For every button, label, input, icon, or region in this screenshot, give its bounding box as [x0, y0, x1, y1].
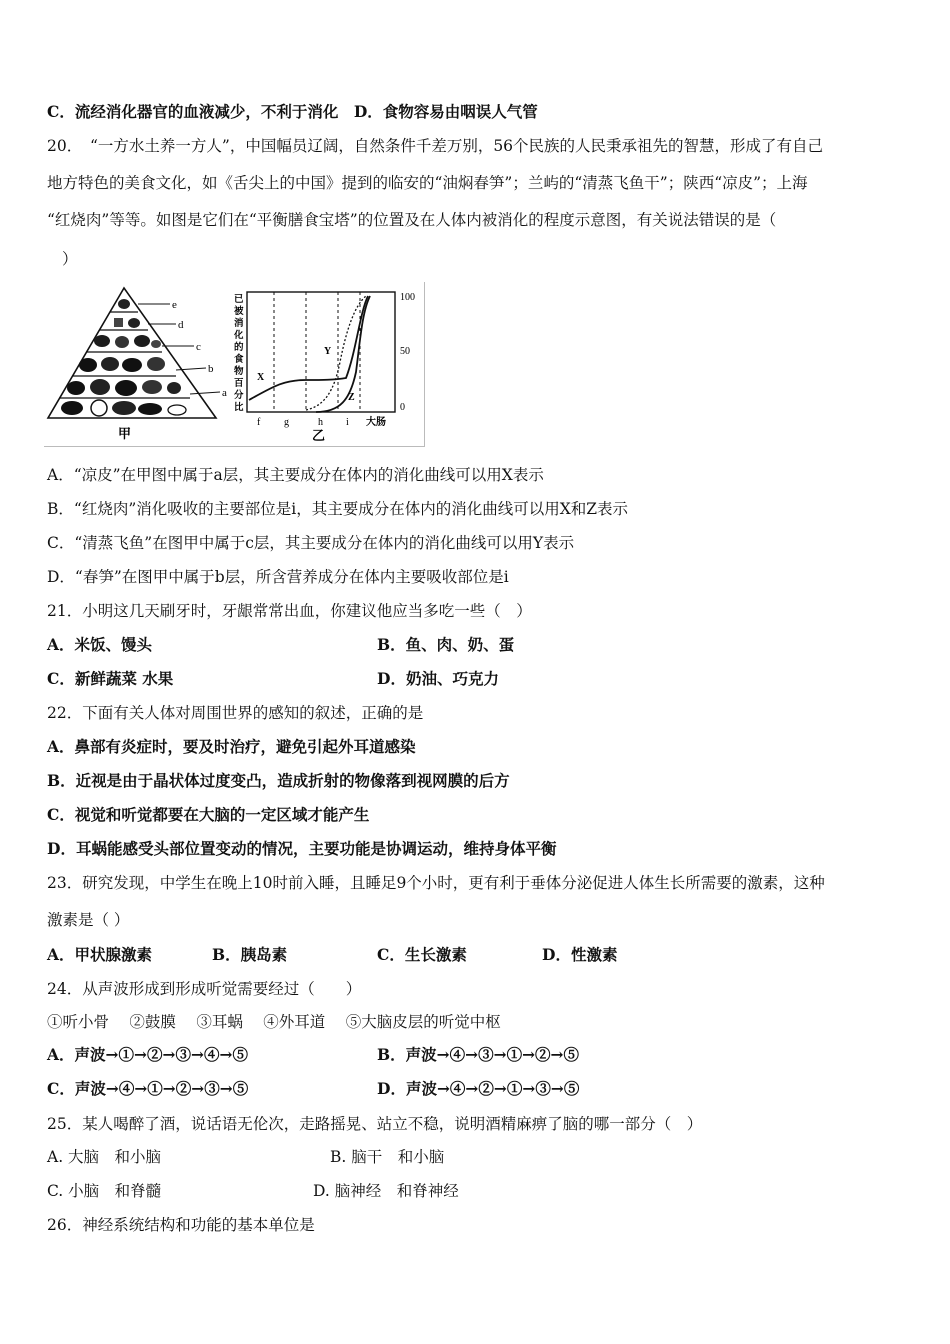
q25-option-b: B. 脑干 和小脑 [330, 1148, 445, 1166]
curve-label-y: Y [324, 346, 332, 357]
q22-option-d: D．耳蜗能感受头部位置变动的情况，主要功能是协调运动，维持身体平衡 [47, 839, 557, 858]
svg-text:已: 已 [234, 294, 244, 305]
digestion-chart [233, 292, 415, 444]
q20-figure [44, 282, 425, 447]
q20-option-a: A．“凉皮”在甲图中属于a层，其主要成分在体内的消化曲线可以用X表示 [47, 466, 544, 484]
x-label-large-intestine: 大肠 [366, 417, 386, 428]
q23-stem-line2: 激素是（ ） [47, 911, 130, 929]
q25-option-a: A. 大脑 和小脑 [47, 1148, 162, 1166]
panel-label-yi: 乙 [312, 429, 326, 444]
pyramid-label-c: c [196, 341, 201, 353]
q22-option-c: C．视觉和听觉都要在大脑的一定区域才能产生 [47, 805, 370, 824]
svg-text:食: 食 [234, 354, 244, 365]
q24-items: ①听小骨 ②鼓膜 ③耳蜗 ④外耳道 ⑤大脑皮层的听觉中枢 [47, 1013, 501, 1031]
tick-0: 0 [400, 402, 405, 413]
svg-text:物: 物 [234, 366, 244, 377]
q23-option-d: D．性激素 [542, 945, 618, 964]
q21-option-d: D．奶油、巧克力 [377, 669, 499, 688]
q20-figure-svg [44, 282, 424, 446]
q24-option-d: D．声波→④→②→①→③→⑤ [377, 1079, 580, 1098]
curve-label-x: X [257, 372, 265, 383]
q24-option-a: A．声波→①→②→③→④→⑤ [47, 1045, 248, 1064]
panel-label-jia: 甲 [118, 427, 132, 442]
q20-option-d: D．“春笋”在图甲中属于b层，所含营养成分在体内主要吸收部位是i [47, 568, 509, 586]
x-label-g: g [284, 417, 289, 428]
q21-option-c: C．新鲜蔬菜 水果 [47, 669, 174, 688]
pyramid-label-e: e [172, 299, 177, 311]
chart-ylabel [233, 294, 244, 413]
curve-label-z: Z [348, 392, 355, 403]
q19-option-cd: C．流经消化器官的血液减少，不利于消化 D．食物容易由咽误人气管 [47, 102, 538, 121]
q20-option-c: C．“清蒸飞鱼”在图甲中属于c层，其主要成分在体内的消化曲线可以用Y表示 [47, 534, 575, 552]
food-pyramid [48, 288, 227, 442]
q23-option-a: A．甲状腺激素 [47, 945, 153, 964]
svg-text:百: 百 [234, 378, 244, 389]
x-label-h: h [318, 417, 323, 428]
q20-option-b: B．“红烧肉”消化吸收的主要部位是i，其主要成分在体内的消化曲线可以用X和Z表示 [47, 500, 629, 518]
svg-text:的: 的 [234, 342, 244, 353]
q20-stem-line3: “红烧肉”等等。如图是它们在“平衡膳食宝塔”的位置及在人体内被消化的程度示意图，有关说法错误的是（ [47, 211, 777, 229]
curve-x [249, 296, 368, 400]
svg-text:消: 消 [234, 318, 244, 329]
curve-y [306, 296, 366, 410]
q25-option-c: C. 小脑 和脊髓 [47, 1182, 162, 1200]
q20-stem-line4: ） [62, 250, 78, 268]
q25-option-d: D. 脑神经 和脊神经 [313, 1182, 459, 1200]
q22-option-a: A．鼻部有炎症时，要及时治疗，避免引起外耳道感染 [47, 737, 416, 756]
q24-stem: 24．从声波形成到形成听觉需要经过（ ） [47, 980, 362, 998]
svg-text:比: 比 [234, 402, 244, 413]
q26-stem: 26．神经系统结构和功能的基本单位是 [47, 1216, 315, 1234]
pyramid-label-b: b [208, 363, 214, 375]
tick-50: 50 [400, 346, 410, 357]
pyramid-label-d: d [178, 319, 184, 331]
q23-option-c: C．生长激素 [377, 945, 467, 964]
svg-text:分: 分 [234, 390, 244, 401]
pyramid-label-a: a [222, 387, 227, 399]
q24-option-b: B．声波→④→③→①→②→⑤ [377, 1045, 580, 1064]
svg-text:被: 被 [234, 306, 244, 317]
svg-text:化: 化 [234, 330, 244, 341]
q21-option-b: B．鱼、肉、奶、蛋 [377, 635, 515, 654]
q20-stem-line1: 20． “一方水土养一方人”，中国幅员辽阔，自然条件千差万别，56个民族的人民秉承祖先的智慧，形成了有自己 [47, 137, 824, 155]
x-label-f: f [257, 417, 261, 428]
q20-stem-line2: 地方特色的美食文化，如《舌尖上的中国》提到的临安的“油焖春笋”；兰屿的“清蒸飞鱼干”；陕西“凉皮”；上海 [47, 174, 808, 192]
q21-option-a: A．米饭、馒头 [47, 635, 153, 654]
q24-option-c: C．声波→④→①→②→③→⑤ [47, 1079, 249, 1098]
q22-option-b: B．近视是由于晶状体过度变凸，造成折射的物像落到视网膜的后方 [47, 771, 510, 790]
q25-stem: 25．某人喝醉了酒，说话语无伦次，走路摇晃、站立不稳，说明酒精麻痹了脑的哪一部分（ ） [47, 1115, 703, 1133]
q23-option-b: B．胰岛素 [212, 945, 288, 964]
q23-stem-line1: 23．研究发现，中学生在晚上10时前入睡，且睡足9个小时，更有利于垂体分泌促进人体生长所需要的激素，这种 [47, 874, 825, 892]
q21-stem: 21．小明这几天刷牙时，牙龈常常出血，你建议他应当多吃一些（ ） [47, 602, 532, 620]
tick-100: 100 [400, 292, 415, 303]
x-label-i: i [346, 417, 349, 428]
q22-stem: 22．下面有关人体对周围世界的感知的叙述，正确的是 [47, 704, 424, 722]
